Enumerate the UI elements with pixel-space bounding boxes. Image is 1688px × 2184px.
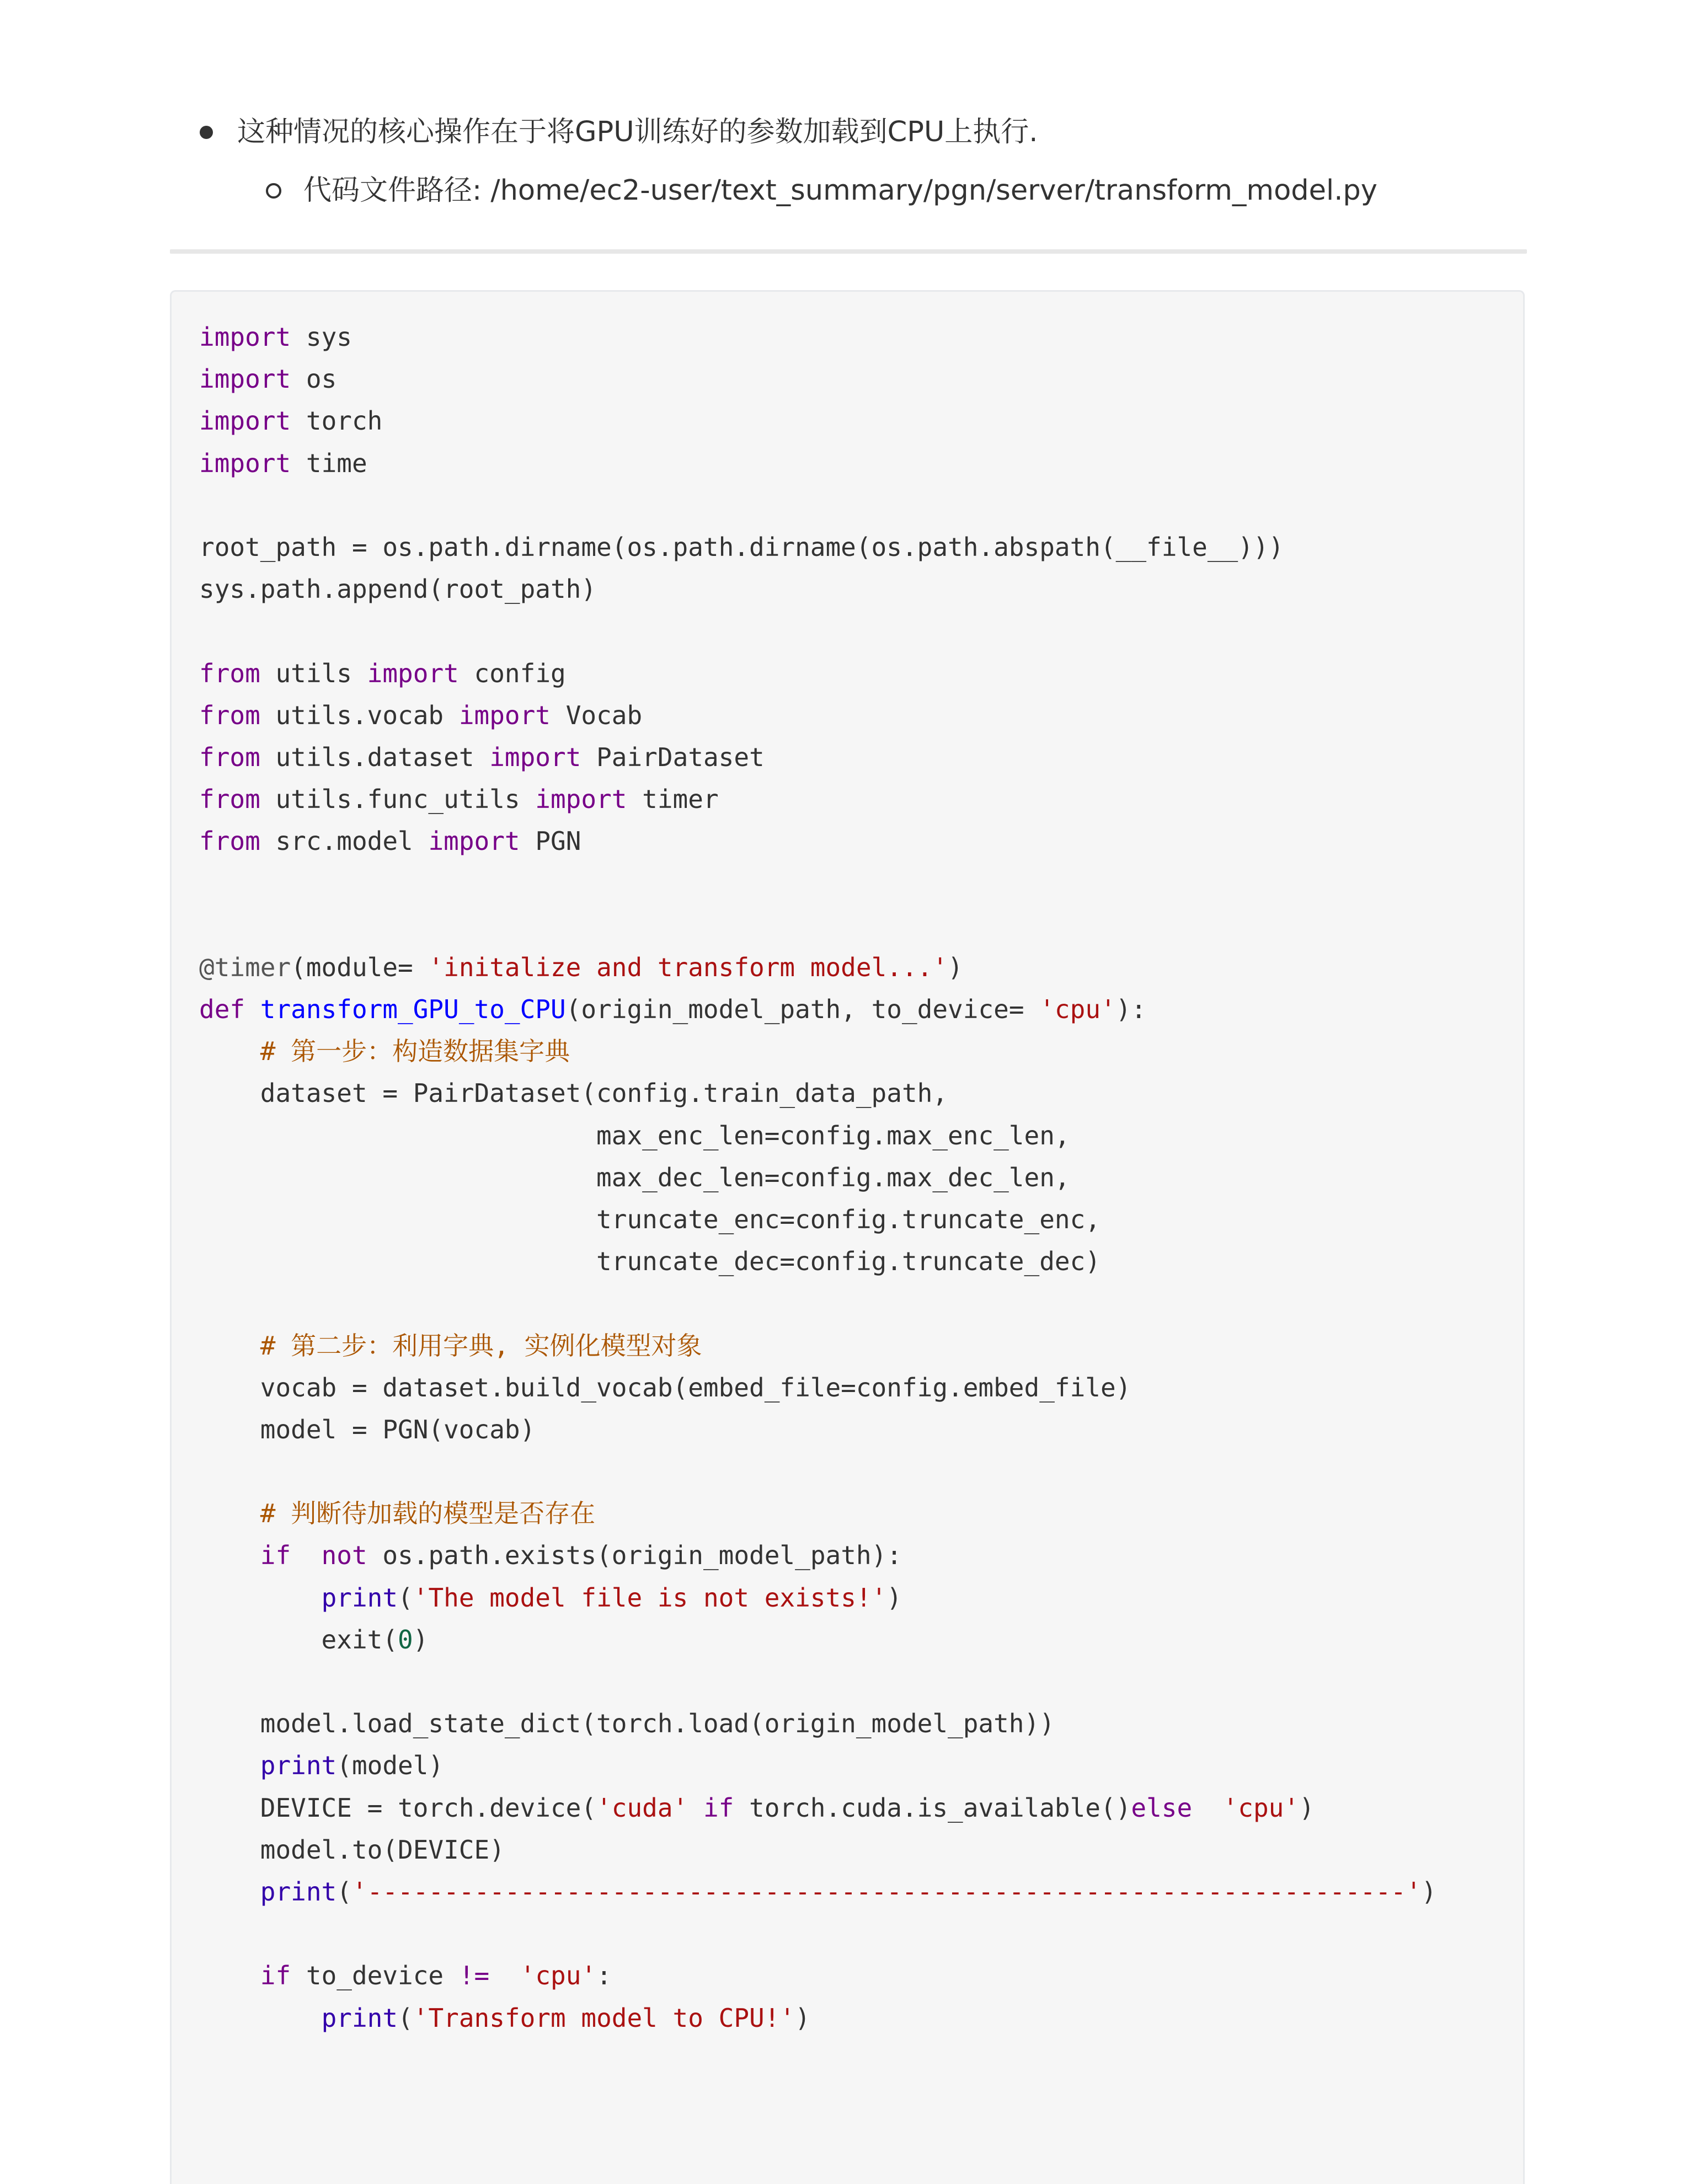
code-token: vocab = dataset.build_vocab(embed_file=config.embed_file) (199, 1372, 1131, 1403)
code-line (199, 652, 1436, 694)
sub-bullet-circle-icon (266, 183, 281, 199)
code-token: time (306, 448, 367, 478)
code-line (199, 988, 1436, 1030)
code-token (199, 2003, 322, 2033)
code-token: PairDataset (596, 742, 765, 772)
code-token: os (306, 364, 337, 394)
code-token: from (199, 742, 260, 772)
code-token: if (703, 1792, 734, 1823)
code-token: ( (398, 1582, 413, 1613)
code-token: 'Transform model to CPU!' (413, 2003, 795, 2033)
code-line (199, 400, 1436, 442)
code-token: 'The model file is not exists!' (413, 1582, 887, 1613)
code-token: exit( (199, 1624, 398, 1655)
code-token: utils.vocab (275, 700, 444, 730)
code-line (199, 1619, 1436, 1661)
code-line (199, 1744, 1436, 1786)
code-token: sys (306, 322, 352, 352)
code-line (199, 1157, 1436, 1198)
code-line (199, 1997, 1436, 2039)
code-line (199, 904, 1436, 946)
code-token: root_path = os.path.dirname(os.path.dirname(os.path.abspath(__file__))) (199, 532, 1284, 562)
code-line (199, 778, 1436, 820)
code-line (199, 1871, 1436, 1913)
bullet-list (171, 110, 1523, 227)
code-token: (model) (336, 1751, 444, 1781)
code-token: ): (1115, 994, 1147, 1024)
code-token: import (489, 742, 581, 772)
code-token: 'initalize and transform model...' (428, 952, 948, 982)
code-token: ) (948, 952, 963, 982)
code-line (199, 1030, 1436, 1072)
code-line (199, 1661, 1436, 1703)
horizontal-rule (170, 249, 1527, 254)
code-token: utils.func_utils (275, 784, 520, 815)
code-line (199, 1703, 1436, 1744)
code-line (199, 1115, 1436, 1157)
code-token: ) (413, 1624, 429, 1655)
code-token: if (260, 1961, 291, 1991)
code-token: sys.path.append(root_path) (199, 574, 597, 604)
code-line (199, 610, 1436, 652)
code-token: model.load_state_dict(torch.load(origin_model_path)) (199, 1709, 1055, 1739)
bullet-dot-icon (200, 126, 213, 139)
code-token: import (367, 658, 459, 688)
code-token: transform_GPU_to_CPU (260, 994, 566, 1024)
code-token: from (199, 826, 260, 857)
code-token: : (596, 1961, 612, 1991)
code-line (199, 1409, 1436, 1450)
code-token: Vocab (565, 700, 643, 730)
code-line (199, 1072, 1436, 1114)
code-line (199, 1577, 1436, 1619)
code-line (199, 1534, 1436, 1576)
code-token: ( (336, 1876, 352, 1907)
code-token: import (199, 322, 291, 352)
code-token: != (458, 1961, 490, 1991)
code-content (199, 316, 1436, 2039)
code-token: 0 (398, 1624, 413, 1655)
code-line (199, 1829, 1436, 1871)
code-token (199, 1583, 322, 1613)
code-line (199, 526, 1436, 568)
code-token: (origin_model_path, to_device= (565, 994, 1024, 1024)
code-token: timer (642, 784, 719, 815)
code-token: # 第一步：构造数据集字典 (260, 1036, 570, 1067)
code-token: print (321, 1582, 398, 1613)
code-token: import (428, 826, 520, 857)
code-token: # 第二步：利用字典, 实例化模型对象 (260, 1330, 702, 1361)
code-token: max_dec_len=config.max_dec_len, (199, 1162, 1070, 1192)
code-token: model = PGN(vocab) (199, 1414, 536, 1444)
code-token (199, 1751, 260, 1780)
code-token: os.path.exists(origin_model_path): (382, 1540, 902, 1571)
code-token: from (199, 658, 260, 688)
code-token (199, 1498, 260, 1528)
code-token: import (535, 784, 627, 815)
code-token: torch (306, 406, 383, 436)
code-line (199, 1198, 1436, 1240)
code-token: utils (275, 658, 352, 688)
code-token: if (260, 1540, 291, 1571)
sub-bullet-item (171, 169, 1523, 227)
code-line (199, 316, 1436, 358)
code-token: (module= (291, 952, 413, 982)
code-token: not (321, 1540, 367, 1571)
code-token: import (199, 406, 291, 436)
code-token: to_device (306, 1961, 444, 1991)
code-line (199, 1955, 1436, 1996)
code-token: import (199, 448, 291, 478)
code-line (199, 1367, 1436, 1409)
code-line (199, 1913, 1436, 1955)
code-token: else (1131, 1792, 1193, 1823)
code-line (199, 358, 1436, 400)
code-token: ( (398, 2003, 413, 2033)
code-line (199, 442, 1436, 484)
code-token (199, 1877, 260, 1907)
code-line (199, 1325, 1436, 1367)
code-token: max_enc_len=config.max_enc_len, (199, 1120, 1070, 1150)
code-token: utils.dataset (275, 742, 474, 772)
code-block[interactable] (170, 290, 1525, 2184)
code-token: 'cuda' (596, 1792, 688, 1823)
code-token: print (321, 2003, 398, 2033)
code-token: from (199, 784, 260, 815)
code-token (199, 1331, 260, 1361)
code-token: ) (1299, 1792, 1315, 1823)
code-token: 'cpu' (1222, 1792, 1300, 1823)
code-line (199, 1240, 1436, 1282)
code-token: print (260, 1876, 337, 1907)
code-token: config (474, 658, 566, 688)
code-line (199, 1282, 1436, 1324)
code-token: DEVICE = torch.device( (199, 1792, 597, 1823)
code-line (199, 568, 1436, 610)
code-token: ) (1421, 1876, 1437, 1907)
code-token (199, 1036, 260, 1066)
code-line (199, 1450, 1436, 1492)
code-token: truncate_enc=config.truncate_enc, (199, 1204, 1101, 1234)
code-line (199, 1787, 1436, 1829)
code-token: import (458, 700, 551, 730)
code-token: 'cpu' (520, 1961, 597, 1991)
bullet-item (171, 110, 1523, 169)
code-token: ) (886, 1582, 902, 1613)
code-token: src.model (275, 826, 413, 857)
code-token: model.to(DEVICE) (199, 1834, 505, 1865)
code-line (199, 1492, 1436, 1534)
code-token: 'cpu' (1039, 994, 1116, 1024)
code-line (199, 484, 1436, 526)
code-token: '--------------------------------------------------------------------' (351, 1876, 1422, 1907)
code-line (199, 820, 1436, 862)
code-token: from (199, 700, 260, 730)
code-token: print (260, 1751, 337, 1781)
code-line (199, 862, 1436, 904)
code-token: truncate_dec=config.truncate_dec) (199, 1246, 1101, 1277)
code-line (199, 736, 1436, 778)
bullet-text: 这种情况的核心操作在于将GPU训练好的参数加载到CPU上执行. (237, 116, 1038, 148)
code-token: def (199, 994, 245, 1024)
code-token: @timer (199, 952, 291, 982)
code-token: # 判断待加载的模型是否存在 (260, 1498, 596, 1529)
code-token (199, 1540, 260, 1570)
code-token: import (199, 364, 291, 394)
code-token: torch.cuda.is_available() (749, 1792, 1131, 1823)
sub-bullet-text: 代码文件路径: /home/ec2-user/text_summary/pgn/server/transform_model.py (303, 174, 1377, 207)
code-token: ) (795, 2003, 810, 2033)
code-line (199, 946, 1436, 988)
code-token (199, 1961, 260, 1990)
code-line (199, 694, 1436, 736)
code-token: PGN (535, 826, 581, 857)
code-token: dataset = PairDataset(config.train_data_path, (199, 1078, 948, 1109)
